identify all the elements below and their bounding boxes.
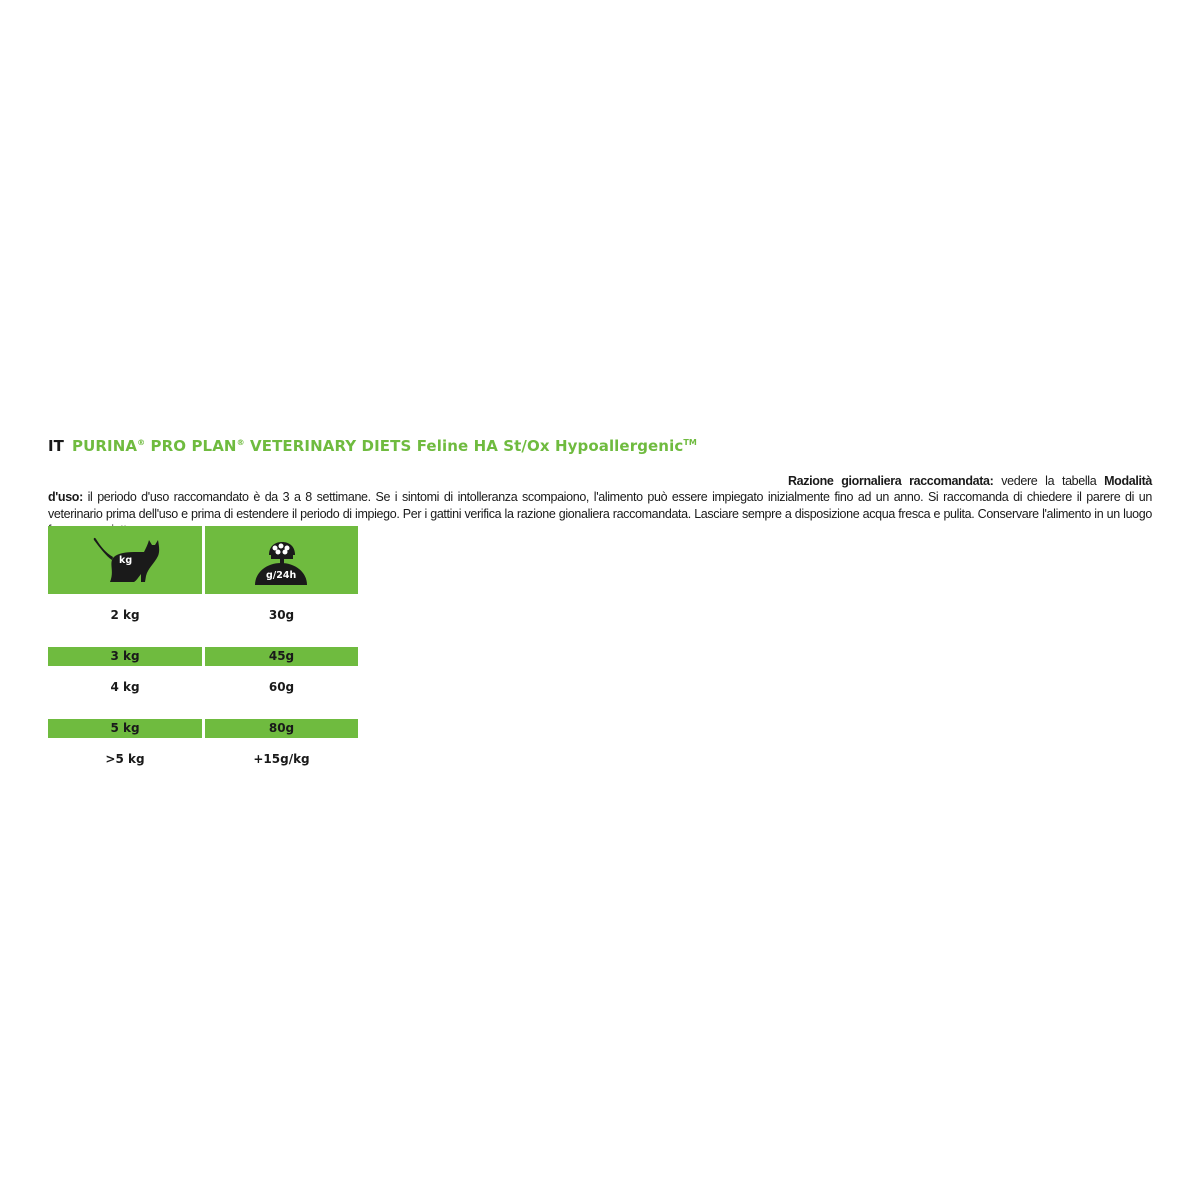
weight-cell: 4 kg: [110, 680, 140, 694]
ration-label: Razione giornaliera raccomandata:: [788, 473, 994, 488]
product-title: [72, 437, 697, 455]
language-code: IT: [48, 437, 65, 455]
product-variant: VETERINARY DIETS Feline HA St/Ox Hypoallergenic: [250, 437, 684, 455]
table-row: [48, 719, 358, 738]
ration-cell: 30g: [268, 608, 295, 622]
ration-header-cell: [205, 526, 358, 594]
product-heading: [48, 437, 697, 455]
weight-icon-label: kg: [119, 555, 133, 566]
feeding-table: [48, 526, 358, 791]
ration-text: vedere la tabella: [993, 473, 1105, 488]
ration-icon-label: g/24h: [266, 570, 297, 581]
mode-text: il periodo d'uso raccomandato è da 3 a 8 settimane. Se i sintomi di intolleranza scompaiono, l'alimento può essere impiegato inizialmente fino ad un anno. Si raccomanda di chiedere il parere di un veterinario prima dell'uso e prima di estendere il periodo di impiego. Per i gattini verifica la razione gionaliera raccomandata. Lasciare sempre a disposizione acqua fresca e pulita. Conservare l'alimento in un luogo: [48, 490, 1152, 521]
table-row: [48, 594, 358, 647]
ration-cell: 60g: [268, 680, 295, 694]
mode-label: Modalità d'uso:: [48, 473, 1153, 504]
weight-cell: 2 kg: [110, 608, 140, 622]
food-bowl-icon: [205, 526, 358, 594]
brand-name: PURINA: [72, 437, 138, 455]
table-header-row: [48, 526, 358, 594]
weight-cell: >5 kg: [105, 752, 145, 766]
registered-mark: ®: [137, 438, 146, 447]
table-row: [48, 666, 358, 719]
product-line: PRO PLAN: [150, 437, 237, 455]
trademark: TM: [683, 438, 697, 447]
table-row: [48, 647, 358, 666]
registered-mark: ®: [236, 438, 245, 447]
weight-header-cell: [48, 526, 202, 594]
weight-cell: 5 kg: [48, 719, 202, 738]
ration-cell: 80g: [205, 719, 358, 738]
table-row: [48, 738, 358, 791]
ration-cell: 45g: [205, 647, 358, 666]
weight-cell: 3 kg: [48, 647, 202, 666]
ration-cell: +15g/kg: [253, 752, 310, 766]
